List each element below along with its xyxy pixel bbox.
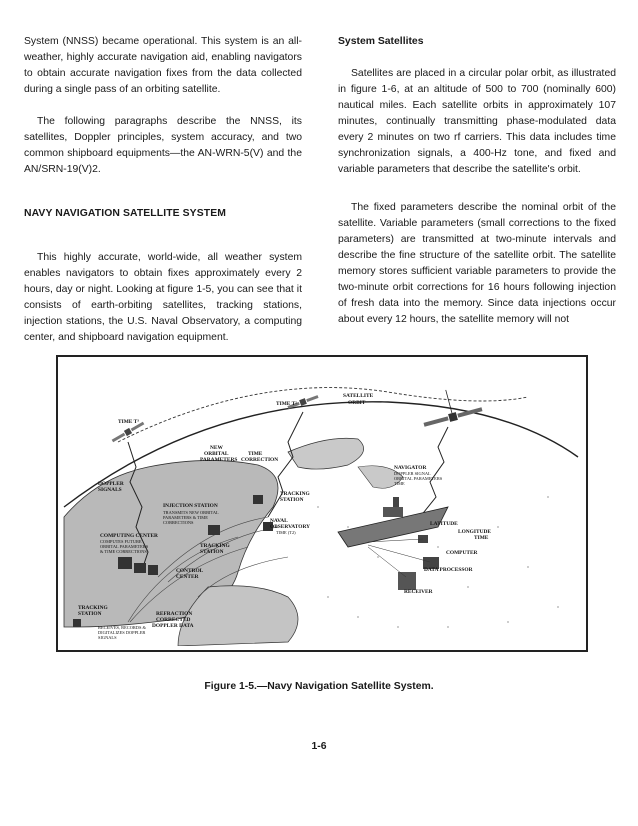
label-tracking-station: STATION bbox=[78, 611, 102, 617]
label-receiver: RECEIVER bbox=[404, 589, 433, 595]
label-naval-observatory: OBSERVATORY bbox=[270, 524, 311, 530]
label-new-orbital-parameters: NEW bbox=[210, 445, 223, 451]
label-time: TIME bbox=[474, 535, 489, 541]
label-naval-observatory: TIME (T2) bbox=[276, 530, 296, 535]
figure-caption: Figure 1-5.—Navy Navigation Satellite System. bbox=[204, 681, 434, 692]
label-doppler-signals: SIGNALS bbox=[98, 487, 122, 493]
label-longitude: LONGITUDE bbox=[458, 529, 491, 535]
label-time-t3: TIME T³ bbox=[118, 419, 139, 425]
label-tracking-note: DIGITALIZES DOPPLER bbox=[98, 630, 146, 635]
label-injection-station: INJECTION STATION bbox=[163, 503, 218, 509]
right-column bbox=[338, 34, 616, 328]
label-tracking-station: STATION bbox=[280, 497, 304, 503]
figure-nnss-illustration bbox=[56, 355, 588, 652]
label-navigator-note: TIME bbox=[394, 481, 405, 486]
label-new-orbital-parameters: ORBITAL bbox=[204, 451, 229, 457]
label-tracking-station: TRACKING bbox=[78, 605, 108, 611]
label-computer: COMPUTER bbox=[446, 550, 478, 556]
label-doppler-signals: DOPPLER bbox=[98, 481, 124, 487]
label-latitude: LATITUDE bbox=[430, 521, 458, 527]
satellite-orbit-paragraph: Satellites are placed in a circular polar orbit, as illustrated in figure 1-6, at an altitude of 500 to 700 (nominally 600) nautical miles. Each satellite orbits in approximately 107 minutes, continually transmitting phase-modulated data every 2 minutes on two rf carriers. This data includes time synchronization signals, a 400-Hz tone, and fixed and variable parameters that describe the satellite's orbit. bbox=[338, 68, 616, 175]
label-satellite-orbit: ORBIT bbox=[348, 400, 366, 406]
label-computing-note: & TIME CORRECTIONS bbox=[100, 549, 147, 554]
label-tracking-station: STATION bbox=[200, 549, 224, 555]
label-navigator: NAVIGATOR bbox=[394, 465, 427, 471]
label-new-orbital-parameters: PARAMETERS bbox=[200, 457, 238, 463]
overview-paragraph: The following paragraphs describe the NNSS, its satellites, Doppler principles, system accuracy, and two common shipboard equipments—the AN-WRN-5(V) and the AN/SRN-19(V)2. bbox=[24, 116, 302, 175]
left-column bbox=[24, 34, 302, 346]
label-tracking-station: TRACKING bbox=[200, 543, 230, 549]
parameters-paragraph: The fixed parameters describe the nominal orbit of the satellite. Variable parameters (small corrections to the fixed parameters) are transmitted at two-minute intervals and describe the fine structure of the satellite orbit. The satellite memory stores sufficient variable parameters to provide the two-minute orbit corrections for 16 hours following injection of fresh data into the memory. Since data injections occur about every 12 hours, the satellite memory will not bbox=[338, 202, 616, 325]
label-navigator-note: ORBITAL PARAMETERS bbox=[394, 476, 443, 481]
label-tracking-station: TRACKING bbox=[280, 491, 310, 497]
label-refraction-corrected: REFRACTION bbox=[156, 611, 193, 617]
label-navigator-note: DOPPLER SIGNAL bbox=[394, 471, 431, 476]
label-computing-note: ORBITAL PARAMETERS bbox=[100, 544, 149, 549]
label-time-correction: TIME bbox=[248, 451, 263, 457]
subsection-heading: System Satellites bbox=[338, 36, 424, 47]
page-number: 1-6 bbox=[311, 741, 327, 752]
label-satellite-orbit: SATELLITE bbox=[343, 393, 374, 399]
section-heading: NAVY NAVIGATION SATELLITE SYSTEM bbox=[24, 208, 226, 219]
label-computing-center: COMPUTING CENTER bbox=[100, 533, 158, 539]
label-tracking-note: RECEIVES, RECORDS & bbox=[98, 625, 146, 630]
nnss-diagram bbox=[58, 357, 582, 646]
label-data-processor: DATA PROCESSOR bbox=[424, 567, 473, 573]
intro-paragraph: System (NNSS) became operational. This system is an all-weather, highly accurate navigation aid, enabling navigators to obtain accurate navigation fixes from the data collected during a single pass of an orbiting satellite. bbox=[24, 36, 302, 95]
label-injection-note: PARAMETERS & TIME bbox=[163, 515, 208, 520]
label-injection-note: CORRECTIONS bbox=[163, 520, 194, 525]
label-naval-observatory: NAVAL bbox=[270, 518, 288, 524]
label-injection-note: TRANSMITS NEW ORBITAL bbox=[163, 510, 219, 515]
label-refraction-corrected: DOPPLER DATA bbox=[152, 623, 194, 629]
label-control-center: CONTROL bbox=[176, 568, 204, 574]
label-time-correction: CORRECTION bbox=[241, 457, 279, 463]
system-description-paragraph: This highly accurate, world-wide, all weather system enables navigators to obtain fixes approximately every 2 hours, day or night. Looking at figure 1-5, you can see that it consists of earth-orbiting satellites, tracking stations, injection stations, the U.S. Naval Observatory, a computing center, and shipboard navigation equipment. bbox=[24, 252, 302, 343]
label-control-center: CENTER bbox=[176, 574, 199, 580]
label-time-t2: TIME T² bbox=[276, 401, 297, 407]
label-computing-note: COMPUTES FUTURE bbox=[100, 539, 142, 544]
label-tracking-note: SIGNALS bbox=[98, 635, 117, 640]
label-refraction-corrected: CORRECTED bbox=[156, 617, 191, 623]
